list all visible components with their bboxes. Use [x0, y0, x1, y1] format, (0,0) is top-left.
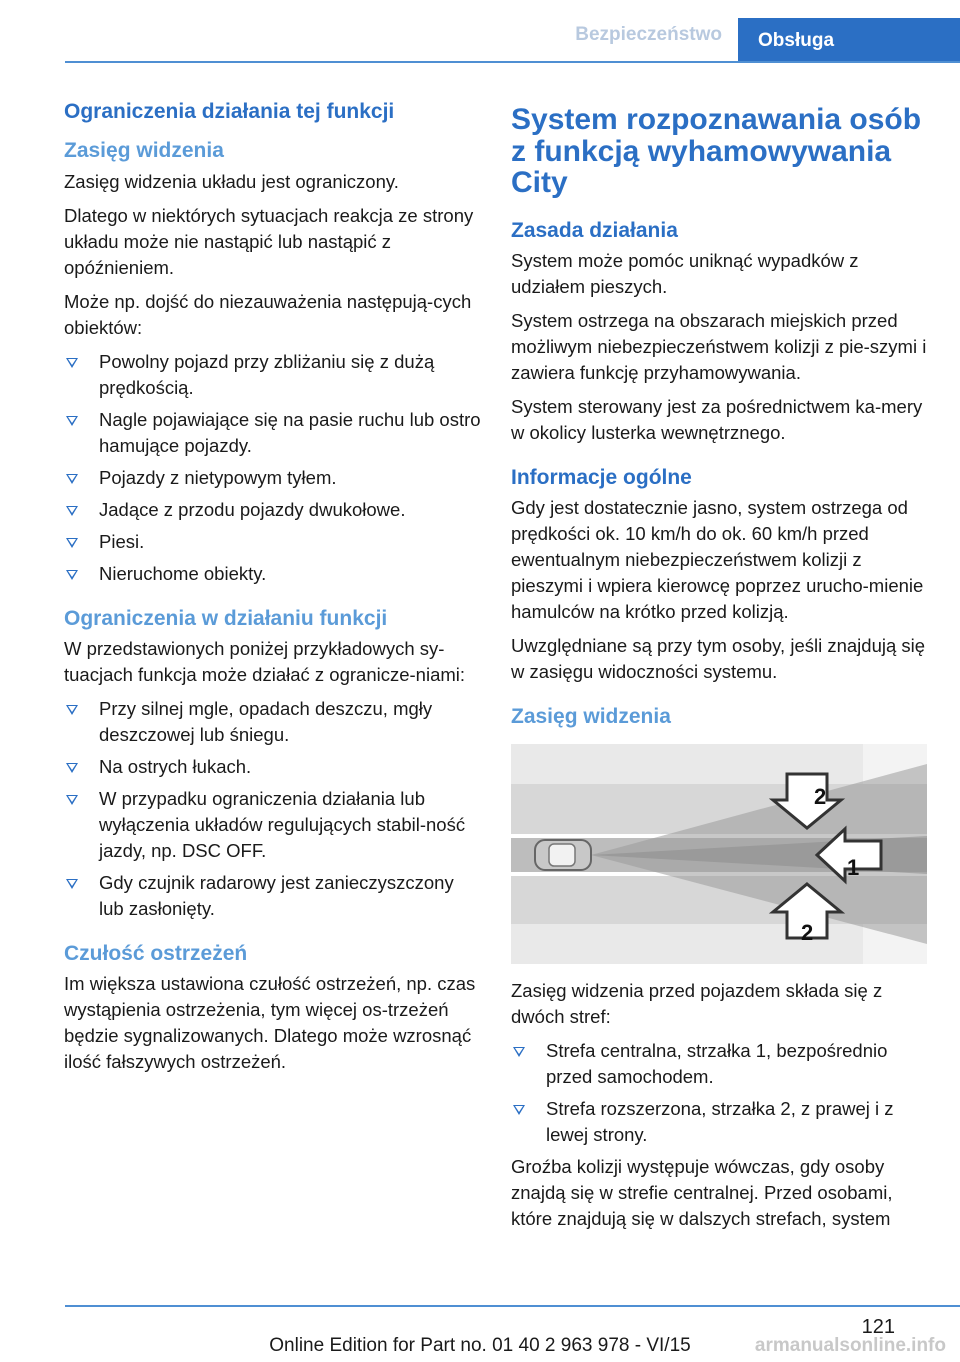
page-header — [65, 18, 960, 62]
detection-range-figure — [511, 744, 927, 964]
paragraph: W przedstawionych poniżej przykładowych sy‐tuacjach funkcja może działać z ogranicze‐niami: — [64, 637, 466, 685]
bullet-triangle-icon — [66, 416, 78, 426]
detection-range-diagram — [511, 744, 927, 964]
bullet-triangle-icon — [513, 1047, 525, 1057]
right-column — [511, 98, 929, 1240]
bullet-triangle-icon — [66, 538, 78, 548]
header-tab-safety[interactable]: Bezpieczeństwo — [575, 24, 722, 45]
paragraph: Im większa ustawiona czułość ostrzeżeń, np. czas wystąpienia ostrzeżenia, tym więcej os‐trzeżeń będzie sygnalizowanych. Dlatego może wzrosnąć ilość fałszywych ostrzeżeń. — [64, 973, 476, 1073]
list-item: Piesi. — [64, 529, 482, 555]
header-divider — [65, 61, 960, 63]
bullet-triangle-icon — [66, 358, 78, 368]
header-tab-operation[interactable]: Obsługa — [738, 18, 960, 63]
watermark-text: armanualsonline.info — [754, 1335, 946, 1356]
list-item: Jadące z przodu pojazdy dwukołowe. — [64, 497, 482, 523]
paragraph: System może pomóc uniknąć wypadków z udziałem pieszych. — [511, 249, 859, 297]
subheading-range-right: Zasięg widzenia — [511, 705, 671, 729]
paragraph: Groźba kolizji występuje wówczas, gdy osoby znajdą się w strefie centralnej. Przed osobami, które znajdują się w dalszych strefach, system — [511, 1156, 893, 1230]
bullet-triangle-icon — [66, 705, 78, 715]
paragraph: System ostrzega na obszarach miejskich przed możliwym niebezpieczeństwem kolizji z pie‐szymi i zawiera funkcję przyhamowywania. — [511, 309, 927, 383]
bullet-triangle-icon — [66, 474, 78, 484]
paragraph: System sterowany jest za pośrednictwem ka‐mery w okolicy lusterka wewnętrznego. — [511, 395, 923, 443]
car-icon — [535, 840, 591, 870]
list-item: Strefa rozszerzona, strzałka 2, z prawej i z lewej strony. — [511, 1096, 929, 1148]
list-item: Na ostrych łukach. — [64, 754, 482, 780]
range-objects-list — [64, 349, 482, 587]
subheading-range: Zasięg widzenia — [64, 139, 224, 163]
paragraph: Gdy jest dostatecznie jasno, system ostrzega od prędkości ok. 10 km/h do ok. 60 km/h przed ewentualnym niebezpieczeństwem kolizji z pieszymi i wpiera kierowcę poprzez urucho‐mienie hamulców na krótko przed kolizją. — [511, 497, 924, 623]
svg-text:2: 2 — [814, 784, 827, 810]
page-number: 121 — [861, 1316, 895, 1338]
bullet-triangle-icon — [66, 795, 78, 805]
list-item: W przypadku ograniczenia działania lub wyłączenia układów regulujących stabil‐ność jazdy, np. DSC OFF. — [64, 786, 482, 864]
paragraph: Może np. dojść do niezauważenia następują‐cych obiektów: — [64, 290, 472, 338]
list-item: Przy silnej mgle, opadach deszczu, mgły deszczowej lub śniegu. — [64, 696, 482, 748]
svg-text:1: 1 — [847, 855, 860, 881]
paragraph: Uwzględniane są przy tym osoby, jeśli znajdują się w zasięgu widoczności systemu. — [511, 635, 926, 683]
edition-text: Online Edition for Part no. 01 40 2 963 978 - VI/15 — [269, 1335, 691, 1356]
paragraph: Zasięg widzenia przed pojazdem składa się z dwóch stref: — [511, 980, 883, 1028]
subheading-general: Informacje ogólne — [511, 465, 692, 489]
left-column — [64, 98, 482, 1083]
footer-divider — [65, 1305, 960, 1307]
paragraph: Dlatego w niektórych sytuacjach reakcja ze strony układu może nie nastąpić lub nastąpić z opóźnieniem. — [64, 204, 474, 278]
bullet-triangle-icon — [66, 763, 78, 773]
list-item: Nagle pojawiające się na pasie ruchu lub ostro hamujące pojazdy. — [64, 407, 482, 459]
bullet-triangle-icon — [66, 506, 78, 516]
list-item: Pojazdy z nietypowym tyłem. — [64, 465, 482, 491]
limits-list — [64, 696, 482, 922]
list-item: Strefa centralna, strzałka 1, bezpośrednio przed samochodem. — [511, 1038, 929, 1090]
bullet-triangle-icon — [513, 1105, 525, 1115]
subheading-principle: Zasada działania — [511, 218, 678, 242]
paragraph: Zasięg widzenia układu jest ograniczony. — [64, 170, 399, 192]
zones-list — [511, 1038, 929, 1148]
bullet-triangle-icon — [66, 570, 78, 580]
bullet-triangle-icon — [66, 879, 78, 889]
list-item: Powolny pojazd przy zbliżaniu się z dużą prędkością. — [64, 349, 482, 401]
svg-text:2: 2 — [801, 920, 814, 946]
section-title-city-brake: System rozpoznawania osób z funkcją wyhamowywania City — [511, 103, 922, 199]
section-title-limits: Ograniczenia działania tej funkcji — [64, 100, 395, 123]
subheading-sensitivity: Czułość ostrzeżeń — [64, 941, 248, 965]
list-item: Nieruchome obiekty. — [64, 561, 482, 587]
list-item: Gdy czujnik radarowy jest zanieczyszczony lub zasłonięty. — [64, 870, 482, 922]
subheading-function-limits: Ograniczenia w działaniu funkcji — [64, 606, 388, 630]
